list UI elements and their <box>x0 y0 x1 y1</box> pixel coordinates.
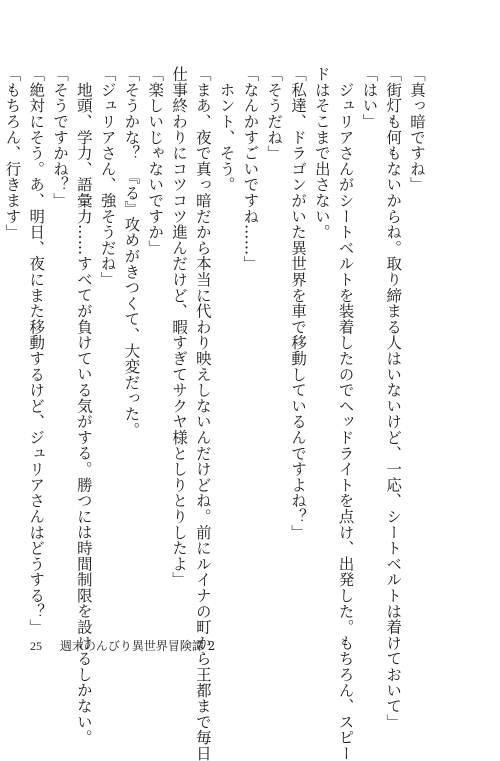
text-line: 「ジュリアさん、強そうだね」 <box>98 66 117 288</box>
text-line: 「絶対にそう。あ、明日、夜にまた移動するけど、ジュリアさんはどうする？」 <box>27 66 46 635</box>
book-title: 週末のんびり異世界冒険譚 2 <box>59 639 216 653</box>
text-line: 地頭、学力、語彙力……すべてが負けている気がする。勝つには時間制限を設けるしかない。 <box>74 66 93 746</box>
text-line: 「私達、ドラゴンがいた異世界を車で移動しているんですよね？」 <box>289 66 308 540</box>
text-line: ドはそこまで出さない。 <box>312 66 331 240</box>
text-line: 「なんかすごいですね……」 <box>241 66 260 272</box>
text-line: 「街灯も何もないからね。取り締まる人はいないけど、一応、シートベルトは着けておいて」 <box>384 66 403 730</box>
text-line: 仕事終わりにコツコツ進んだけど、暇すぎてサクヤ様としりとりしたよ」 <box>170 66 189 588</box>
text-line: 「そうですかね？」 <box>51 66 70 209</box>
text-line: ホント、そう。 <box>217 66 236 193</box>
text-line: 「まあ、夜で真っ暗だから本当に代わり映えしないんだけどね。前にルイナの町から王都まで毎日 <box>193 66 212 761</box>
text-line: 「もちろん、行きます」 <box>3 66 22 240</box>
text-line: 「楽しいじゃないですか」 <box>146 66 165 256</box>
text-line: 「はい」 <box>360 66 379 130</box>
text-line: 「そうかな？ 『る』攻めがきつくて、大変だった。 <box>122 66 141 438</box>
text-line: 「そうだね」 <box>265 66 284 161</box>
text-line: 「真っ暗ですね」 <box>408 66 426 193</box>
text-line: ジュリアさんがシートベルトを装着したのでヘッドライトを点け、出発した。もちろん、スピー <box>336 66 355 761</box>
page-footer <box>30 637 215 654</box>
page-number: 25 <box>30 639 42 653</box>
